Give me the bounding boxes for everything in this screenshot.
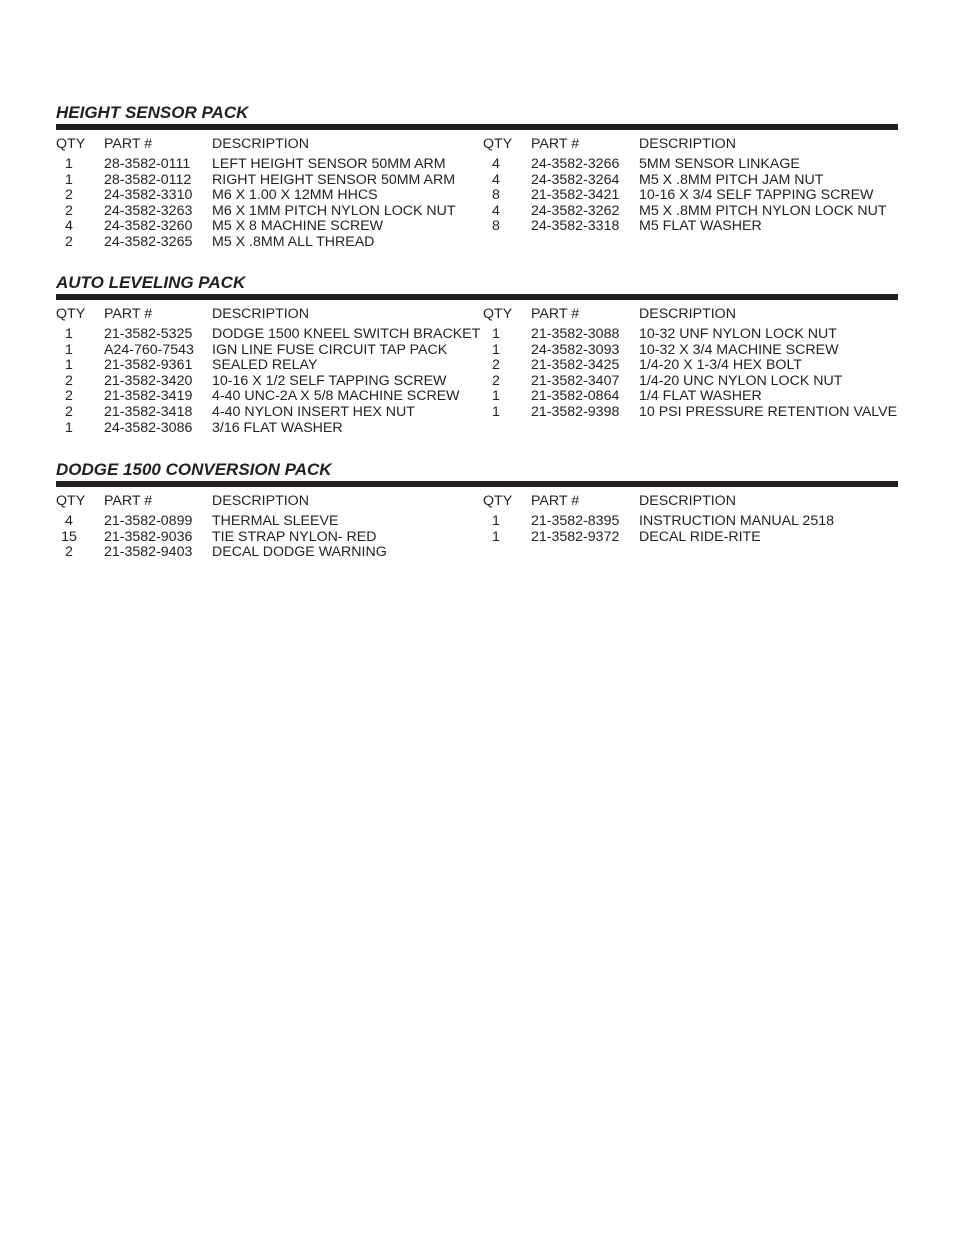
row-qty: 2	[65, 202, 73, 219]
header-part: PART #	[104, 493, 153, 509]
row-qty: 8	[492, 187, 500, 204]
row-description: DECAL DODGE WARNING	[212, 544, 387, 561]
row-qty: 2	[65, 404, 73, 420]
row-qty: 2	[65, 388, 73, 405]
row-description: THERMAL SLEEVE	[212, 513, 339, 529]
section-title: DODGE 1500 CONVERSION PACK	[56, 460, 332, 479]
row-qty: 1	[492, 513, 500, 529]
row-qty: 2	[492, 357, 500, 374]
row-description: 10-32 X 3/4 MACHINE SCREW	[639, 341, 839, 358]
section-divider	[56, 294, 898, 300]
row-qty: 8	[492, 218, 500, 235]
row-qty: 15	[61, 528, 77, 545]
row-qty: 1	[65, 419, 73, 436]
row-description: M5 X .8MM ALL THREAD	[212, 234, 375, 250]
row-part-number: 24-3582-3318	[531, 218, 620, 235]
header-part: PART #	[531, 493, 580, 509]
header-qty: QTY	[483, 136, 513, 152]
header-qty: QTY	[56, 136, 86, 152]
row-description: DODGE 1500 KNEEL SWITCH BRACKET	[212, 326, 481, 342]
row-qty: 1	[65, 171, 73, 188]
row-qty: 2	[65, 187, 73, 204]
row-part-number: 21-3582-3419	[104, 388, 193, 405]
row-description: 10-16 X 1/2 SELF TAPPING SCREW	[212, 372, 447, 389]
row-qty: 2	[65, 544, 73, 561]
row-description: 1/4 FLAT WASHER	[639, 388, 762, 405]
row-part-number: 21-3582-0864	[531, 388, 620, 405]
row-part-number: 21-3582-5325	[104, 326, 193, 342]
row-qty: 2	[65, 234, 73, 250]
row-description: 10 PSI PRESSURE RETENTION VALVE	[639, 404, 898, 420]
row-part-number: 21-3582-9372	[531, 528, 620, 545]
row-part-number: 24-3582-3263	[104, 202, 193, 219]
row-description: RIGHT HEIGHT SENSOR 50MM ARM	[212, 171, 456, 188]
header-part: PART #	[531, 136, 580, 152]
header-part: PART #	[531, 306, 580, 322]
section-title: HEIGHT SENSOR PACK	[56, 103, 249, 122]
row-part-number: 24-3582-3262	[531, 202, 620, 219]
section-3	[56, 460, 898, 660]
row-description: 1/4-20 UNC NYLON LOCK NUT	[639, 372, 843, 389]
header-description: DESCRIPTION	[639, 493, 736, 509]
row-part-number: 24-3582-3310	[104, 187, 193, 204]
row-description: M5 FLAT WASHER	[639, 218, 762, 235]
row-description: 4-40 UNC-2A X 5/8 MACHINE SCREW	[212, 388, 460, 405]
row-qty: 1	[492, 528, 500, 545]
row-part-number: 24-3582-3086	[104, 419, 193, 436]
row-part-number: 24-3582-3260	[104, 218, 193, 235]
row-description: 10-16 X 3/4 SELF TAPPING SCREW	[639, 187, 874, 204]
header-qty: QTY	[483, 493, 513, 509]
row-qty: 1	[65, 341, 73, 358]
row-qty: 4	[492, 156, 500, 172]
section-divider	[56, 124, 898, 130]
section-2	[56, 273, 898, 473]
row-part-number: 24-3582-3265	[104, 234, 193, 250]
row-part-number: 24-3582-3266	[531, 156, 620, 172]
row-part-number: 21-3582-8395	[531, 513, 620, 529]
row-qty: 4	[492, 202, 500, 219]
row-part-number: 24-3582-3264	[531, 171, 620, 188]
row-part-number: 21-3582-3421	[531, 187, 620, 204]
row-description: 5MM SENSOR LINKAGE	[639, 156, 800, 172]
row-description: INSTRUCTION MANUAL 2518	[639, 513, 834, 529]
row-description: 10-32 UNF NYLON LOCK NUT	[639, 326, 837, 342]
header-part: PART #	[104, 136, 153, 152]
section-divider	[56, 481, 898, 487]
section-title: AUTO LEVELING PACK	[56, 273, 246, 292]
row-description: M5 X 8 MACHINE SCREW	[212, 218, 384, 235]
row-qty: 2	[65, 372, 73, 389]
row-part-number: 28-3582-0112	[104, 171, 192, 188]
header-description: DESCRIPTION	[639, 136, 736, 152]
header-description: DESCRIPTION	[639, 306, 736, 322]
row-part-number: 21-3582-9398	[531, 404, 620, 420]
header-description: DESCRIPTION	[212, 136, 309, 152]
header-description: DESCRIPTION	[212, 306, 309, 322]
header-qty: QTY	[483, 306, 513, 322]
row-description: SEALED RELAY	[212, 357, 318, 374]
row-qty: 1	[65, 156, 73, 172]
row-part-number: 21-3582-9403	[104, 544, 193, 561]
row-part-number: 21-3582-3420	[104, 372, 193, 389]
row-description: TIE STRAP NYLON- RED	[212, 528, 377, 545]
row-part-number: 28-3582-0111	[104, 156, 191, 172]
row-qty: 1	[492, 388, 500, 405]
row-part-number: A24-760-7543	[104, 341, 194, 358]
row-qty: 1	[65, 357, 73, 374]
row-qty: 4	[65, 513, 73, 529]
header-description: DESCRIPTION	[212, 493, 309, 509]
row-part-number: 21-3582-3418	[104, 404, 193, 420]
row-description: DECAL RIDE-RITE	[639, 528, 761, 545]
row-part-number: 21-3582-0899	[104, 513, 193, 529]
row-part-number: 21-3582-9036	[104, 528, 193, 545]
header-part: PART #	[104, 306, 153, 322]
row-qty: 1	[492, 326, 500, 342]
row-part-number: 21-3582-3088	[531, 326, 620, 342]
row-description: IGN LINE FUSE CIRCUIT TAP PACK	[212, 341, 448, 358]
row-description: 1/4-20 X 1-3/4 HEX BOLT	[639, 357, 802, 374]
row-qty: 1	[65, 326, 73, 342]
header-qty: QTY	[56, 306, 86, 322]
row-qty: 2	[492, 372, 500, 389]
row-part-number: 21-3582-9361	[104, 357, 193, 374]
row-description: 4-40 NYLON INSERT HEX NUT	[212, 404, 415, 420]
row-qty: 4	[492, 171, 500, 188]
row-description: M6 X 1.00 X 12MM HHCS	[212, 187, 378, 204]
row-description: M5 X .8MM PITCH NYLON LOCK NUT	[639, 202, 887, 219]
row-part-number: 24-3582-3093	[531, 341, 620, 358]
row-description: M5 X .8MM PITCH JAM NUT	[639, 171, 824, 188]
row-part-number: 21-3582-3407	[531, 372, 620, 389]
row-part-number: 21-3582-3425	[531, 357, 620, 374]
row-description: M6 X 1MM PITCH NYLON LOCK NUT	[212, 202, 456, 219]
row-description: 3/16 FLAT WASHER	[212, 419, 343, 436]
row-qty: 1	[492, 404, 500, 420]
header-qty: QTY	[56, 493, 86, 509]
row-qty: 4	[65, 218, 73, 235]
row-qty: 1	[492, 341, 500, 358]
row-description: LEFT HEIGHT SENSOR 50MM ARM	[212, 156, 446, 172]
